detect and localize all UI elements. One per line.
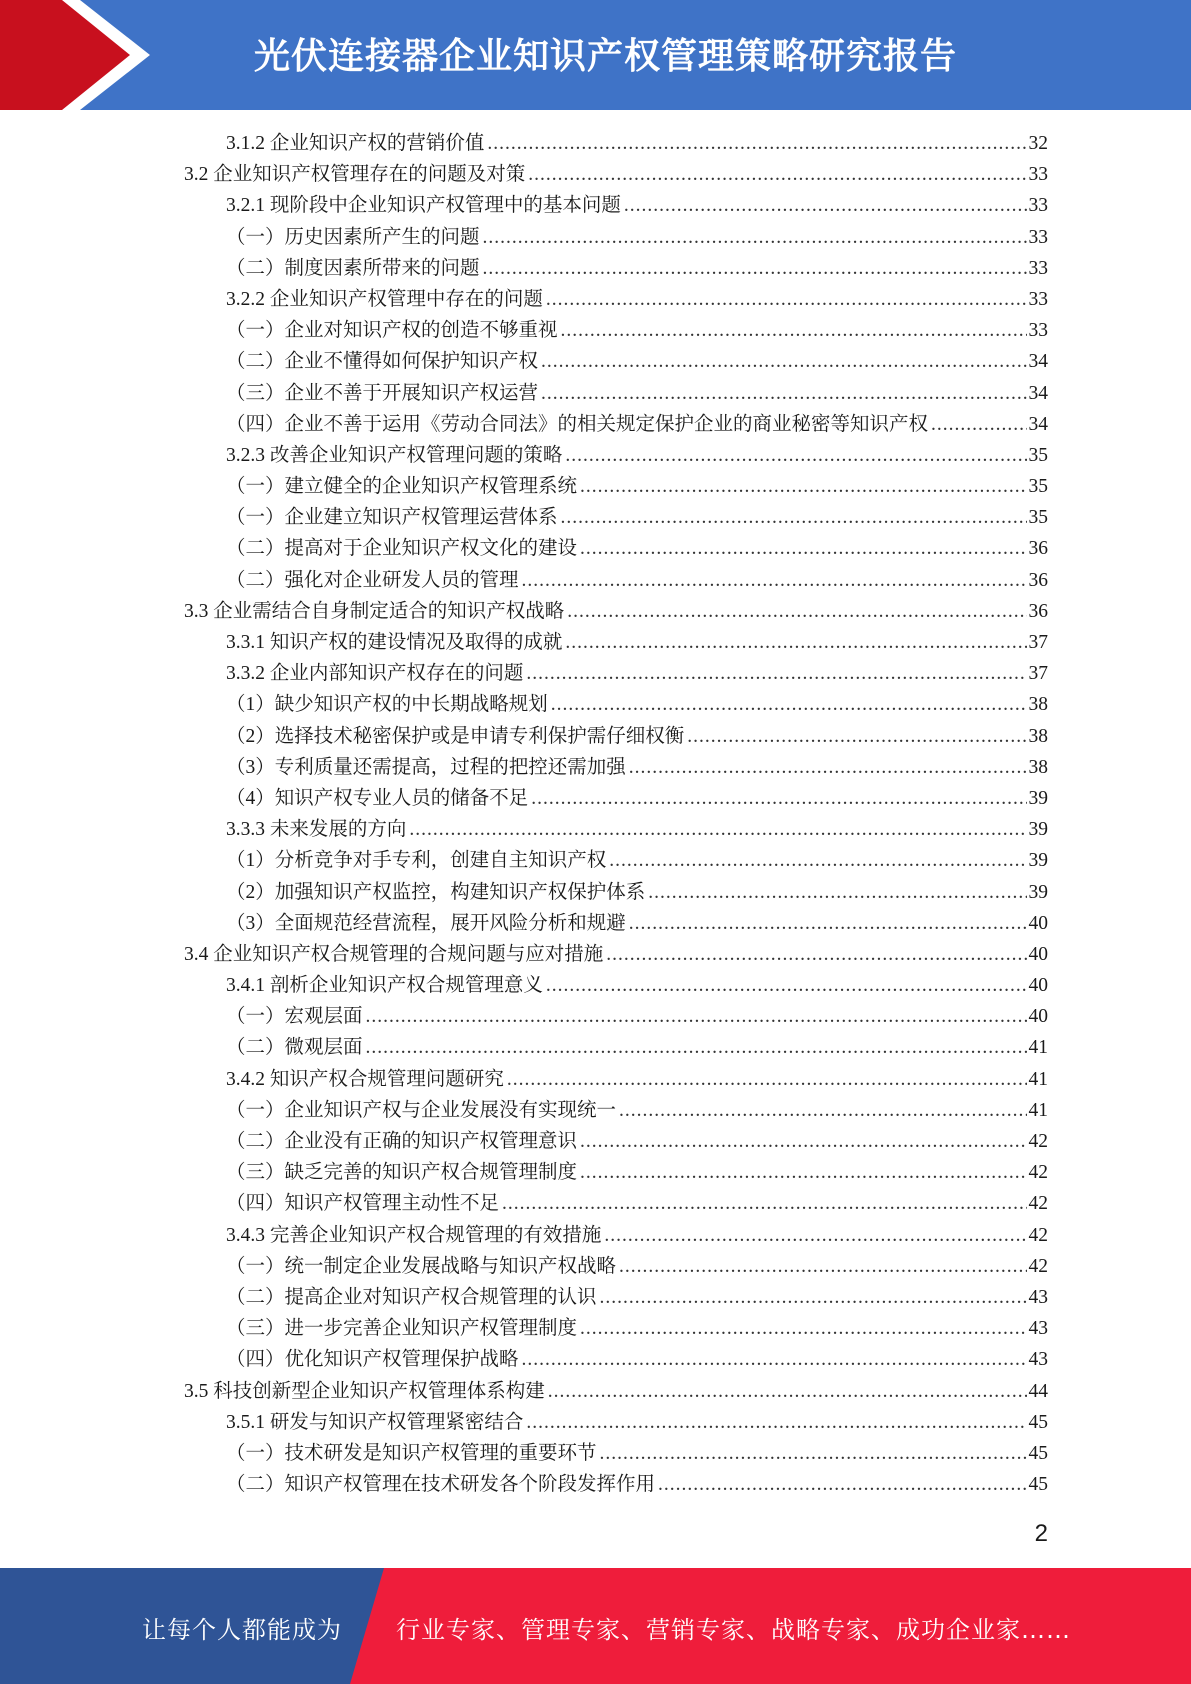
toc-dot-leader	[483, 222, 1027, 253]
toc-entry-page: 42	[1028, 1131, 1048, 1152]
toc-entry-page: 44	[1028, 1380, 1048, 1402]
toc-entry[interactable]	[0, 440, 1191, 471]
toc-entry-title: （三）缺乏完善的知识产权合规管理制度	[226, 1162, 578, 1184]
toc-dot-leader	[561, 315, 1027, 346]
toc-entry-page: 45	[1028, 1411, 1048, 1433]
table-of-contents	[0, 128, 1191, 1500]
toc-entry-page: 40	[1028, 943, 1048, 965]
toc-entry-page: 41	[1028, 1037, 1048, 1059]
toc-entry-page: 42	[1028, 1255, 1048, 1277]
toc-entry[interactable]	[0, 752, 1191, 783]
toc-entry-title: 3.5 科技创新型企业知识产权管理体系构建	[184, 1380, 545, 1402]
toc-entry-title: （二）提高对于企业知识产权文化的建设	[226, 538, 578, 560]
toc-dot-leader	[526, 658, 1026, 689]
document-title: 光伏连接器企业知识产权管理策略研究报告	[253, 36, 957, 77]
toc-dot-leader	[624, 190, 1027, 221]
toc-entry-page: 33	[1028, 164, 1048, 186]
toc-entry-page: 35	[1028, 444, 1048, 466]
toc-dot-leader	[658, 1469, 1026, 1500]
toc-entry-title: （2）加强知识产权监控，构建知识产权保护体系	[226, 881, 646, 903]
toc-dot-leader	[483, 253, 1027, 284]
toc-entry-page: 36	[1028, 600, 1048, 622]
toc-entry[interactable]	[0, 845, 1191, 876]
toc-dot-leader	[522, 565, 1027, 596]
toc-entry-page: 35	[1028, 507, 1048, 529]
toc-entry-page: 38	[1028, 756, 1048, 778]
toc-entry[interactable]	[0, 1064, 1191, 1095]
toc-entry-title: 3.3.2 企业内部知识产权存在的问题	[226, 663, 524, 685]
toc-entry-title: （四）企业不善于运用《劳动合同法》的相关规定保护企业的商业秘密等知识产权	[226, 413, 929, 435]
toc-dot-leader	[522, 1344, 1027, 1375]
toc-entry-title: （二）提高企业对知识产权合规管理的认识	[226, 1286, 597, 1308]
toc-dot-leader	[609, 845, 1026, 876]
toc-entry-page: 33	[1028, 226, 1048, 248]
toc-dot-leader	[548, 1376, 1027, 1407]
toc-dot-leader	[580, 471, 1026, 502]
toc-entry[interactable]	[0, 409, 1191, 440]
toc-entry-page: 36	[1028, 569, 1048, 591]
toc-dot-leader	[366, 1032, 1027, 1063]
toc-dot-leader	[561, 502, 1027, 533]
toc-entry-title: （3）全面规范经营流程，展开风险分析和规避	[226, 912, 626, 934]
toc-entry-title: 3.3 企业需结合自身制定适合的知识产权战略	[184, 600, 565, 622]
toc-entry[interactable]	[0, 346, 1191, 377]
toc-dot-leader	[600, 1438, 1027, 1469]
toc-entry[interactable]	[0, 1438, 1191, 1469]
toc-entry-title: （二）企业没有正确的知识产权管理意识	[226, 1131, 578, 1152]
toc-entry[interactable]	[0, 1313, 1191, 1344]
toc-dot-leader	[580, 1126, 1026, 1157]
toc-entry[interactable]	[0, 502, 1191, 533]
toc-entry-title: （一）企业建立知识产权管理运营体系	[226, 507, 558, 529]
toc-entry-title: （一）企业对知识产权的创造不够重视	[226, 320, 558, 342]
toc-entry[interactable]	[0, 1095, 1191, 1126]
toc-entry-title: （四）优化知识产权管理保护战略	[226, 1349, 519, 1371]
toc-entry[interactable]	[0, 689, 1191, 720]
toc-dot-leader	[580, 533, 1026, 564]
page-footer	[0, 1568, 1191, 1684]
toc-entry[interactable]	[0, 378, 1191, 409]
toc-entry-page: 37	[1028, 663, 1048, 685]
toc-entry-title: （二）强化对企业研发人员的管理	[226, 569, 519, 591]
toc-dot-leader	[541, 378, 1026, 409]
toc-entry[interactable]	[0, 565, 1191, 596]
toc-dot-leader	[629, 908, 1027, 939]
toc-entry-title: （3）专利质量还需提高，过程的把控还需加强	[226, 756, 626, 778]
toc-entry-page: 33	[1028, 288, 1048, 310]
toc-entry-page: 34	[1028, 413, 1048, 435]
toc-entry-title: 3.3.1 知识产权的建设情况及取得的成就	[226, 632, 563, 653]
toc-dot-leader	[528, 159, 1026, 190]
toc-dot-leader	[567, 596, 1026, 627]
toc-entry-page: 34	[1028, 351, 1048, 373]
toc-entry-title: 3.3.3 未来发展的方向	[226, 819, 407, 841]
toc-entry-title: 3.5.1 研发与知识产权管理紧密结合	[226, 1411, 524, 1433]
toc-dot-leader	[580, 1313, 1026, 1344]
toc-dot-leader	[604, 1220, 1026, 1251]
toc-dot-leader	[687, 721, 1026, 752]
toc-entry[interactable]	[0, 970, 1191, 1001]
toc-entry[interactable]	[0, 222, 1191, 253]
toc-dot-leader	[409, 814, 1026, 845]
toc-entry-title: （三）企业不善于开展知识产权运营	[226, 382, 539, 404]
toc-entry-page: 40	[1028, 1006, 1048, 1028]
toc-entry-page: 40	[1028, 912, 1048, 934]
toc-entry[interactable]	[0, 814, 1191, 845]
toc-entry[interactable]	[0, 1251, 1191, 1282]
toc-entry-page: 38	[1028, 725, 1048, 747]
toc-dot-leader	[931, 409, 1026, 440]
toc-entry-page: 43	[1028, 1349, 1048, 1371]
toc-entry-title: （1）缺少知识产权的中长期战略规划	[226, 694, 548, 716]
toc-entry[interactable]	[0, 1188, 1191, 1219]
toc-entry[interactable]	[0, 1344, 1191, 1375]
toc-entry-page: 39	[1028, 819, 1048, 841]
toc-entry[interactable]	[0, 159, 1191, 190]
toc-entry-title: （一）企业知识产权与企业发展没有实现统一	[226, 1099, 617, 1121]
toc-dot-leader	[487, 128, 1026, 159]
toc-entry[interactable]	[0, 658, 1191, 689]
toc-entry-title: （2）选择技术秘密保护或是申请专利保护需仔细权衡	[226, 725, 685, 747]
toc-entry-page: 42	[1028, 1224, 1048, 1246]
toc-entry-title: （二）制度因素所带来的问题	[226, 257, 480, 279]
toc-entry-page: 42	[1028, 1162, 1048, 1184]
toc-entry-title: 3.2.1 现阶段中企业知识产权管理中的基本问题	[226, 195, 621, 217]
toc-dot-leader	[546, 284, 1027, 315]
toc-entry[interactable]	[0, 471, 1191, 502]
toc-entry-page: 35	[1028, 476, 1048, 498]
toc-dot-leader	[619, 1251, 1026, 1282]
toc-entry-page: 39	[1028, 850, 1048, 872]
toc-entry-page: 43	[1028, 1318, 1048, 1340]
toc-dot-leader	[546, 970, 1027, 1001]
toc-entry-title: （4）知识产权专业人员的储备不足	[226, 787, 529, 809]
toc-dot-leader	[502, 1188, 1026, 1219]
toc-entry[interactable]	[0, 253, 1191, 284]
toc-entry-title: （二）企业不懂得如何保护知识产权	[226, 351, 539, 373]
toc-dot-leader	[531, 783, 1026, 814]
toc-dot-leader	[606, 939, 1026, 970]
toc-entry-title: 3.4 企业知识产权合规管理的合规问题与应对措施	[184, 943, 604, 965]
page-header	[0, 0, 1191, 110]
toc-entry-page: 32	[1028, 133, 1048, 154]
toc-dot-leader	[629, 752, 1027, 783]
toc-entry[interactable]	[0, 1220, 1191, 1251]
toc-entry[interactable]	[0, 284, 1191, 315]
toc-entry[interactable]	[0, 1001, 1191, 1032]
toc-entry[interactable]	[0, 721, 1191, 752]
toc-entry-page: 36	[1028, 538, 1048, 560]
toc-entry[interactable]	[0, 190, 1191, 221]
toc-dot-leader	[565, 627, 1026, 658]
toc-entry[interactable]	[0, 128, 1191, 159]
toc-entry-title: （一）技术研发是知识产权管理的重要环节	[226, 1442, 597, 1464]
toc-entry-title: （二）知识产权管理在技术研发各个阶段发挥作用	[226, 1474, 656, 1496]
toc-entry-title: 3.2.3 改善企业知识产权管理问题的策略	[226, 444, 563, 466]
toc-entry-page: 33	[1028, 257, 1048, 279]
toc-dot-leader	[619, 1095, 1026, 1126]
toc-entry-title: 3.1.2 企业知识产权的营销价值	[226, 133, 485, 154]
toc-entry[interactable]	[0, 1469, 1191, 1500]
toc-dot-leader	[526, 1407, 1026, 1438]
toc-entry-title: 3.2.2 企业知识产权管理中存在的问题	[226, 288, 543, 310]
toc-entry[interactable]	[0, 315, 1191, 346]
footer-slogan-right: 行业专家、管理专家、营销专家、战略专家、成功企业家……	[396, 1616, 1071, 1644]
page-number: 2	[1034, 1520, 1048, 1547]
toc-entry[interactable]	[0, 1407, 1191, 1438]
toc-entry-title: 3.4.2 知识产权合规管理问题研究	[226, 1068, 504, 1090]
toc-entry-page: 43	[1028, 1286, 1048, 1308]
toc-entry[interactable]	[0, 1282, 1191, 1313]
toc-dot-leader	[507, 1064, 1027, 1095]
toc-dot-leader	[580, 1157, 1026, 1188]
toc-entry[interactable]	[0, 1126, 1191, 1157]
toc-dot-leader	[551, 689, 1027, 720]
toc-entry-title: 3.4.1 剖析企业知识产权合规管理意义	[226, 975, 543, 997]
toc-entry[interactable]	[0, 533, 1191, 564]
toc-entry-page: 38	[1028, 694, 1048, 716]
toc-entry[interactable]	[0, 1376, 1191, 1407]
toc-dot-leader	[600, 1282, 1027, 1313]
toc-entry-page: 33	[1028, 195, 1048, 217]
toc-entry[interactable]	[0, 1157, 1191, 1188]
toc-entry-page: 34	[1028, 382, 1048, 404]
toc-dot-leader	[541, 346, 1026, 377]
toc-entry-title: （一）统一制定企业发展战略与知识产权战略	[226, 1255, 617, 1277]
toc-entry[interactable]	[0, 939, 1191, 970]
toc-dot-leader	[565, 440, 1026, 471]
toc-entry-page: 40	[1028, 975, 1048, 997]
toc-entry[interactable]	[0, 877, 1191, 908]
toc-entry-page: 39	[1028, 881, 1048, 903]
toc-entry[interactable]	[0, 908, 1191, 939]
toc-dot-leader	[366, 1001, 1027, 1032]
toc-entry-title: （一）历史因素所产生的问题	[226, 226, 480, 248]
toc-entry[interactable]	[0, 596, 1191, 627]
toc-entry-page: 41	[1028, 1068, 1048, 1090]
toc-entry-page: 33	[1028, 320, 1048, 342]
toc-entry-page: 37	[1028, 632, 1048, 653]
toc-entry-page: 41	[1028, 1099, 1048, 1121]
toc-entry-page: 39	[1028, 787, 1048, 809]
toc-entry-title: （一）宏观层面	[226, 1006, 363, 1028]
footer-slogan-left: 让每个人都能成为	[142, 1616, 342, 1644]
toc-entry-page: 45	[1028, 1442, 1048, 1464]
toc-entry[interactable]	[0, 1032, 1191, 1063]
toc-entry-title: （二）微观层面	[226, 1037, 363, 1059]
toc-entry-title: （四）知识产权管理主动性不足	[226, 1193, 500, 1215]
toc-dot-leader	[648, 877, 1026, 908]
toc-entry[interactable]	[0, 783, 1191, 814]
toc-entry-title: 3.4.3 完善企业知识产权合规管理的有效措施	[226, 1224, 602, 1246]
toc-entry-title: （一）建立健全的企业知识产权管理系统	[226, 476, 578, 498]
toc-entry-title: 3.2 企业知识产权管理存在的问题及对策	[184, 164, 526, 186]
toc-entry-page: 42	[1028, 1193, 1048, 1215]
toc-entry-page: 45	[1028, 1474, 1048, 1496]
toc-entry[interactable]	[0, 627, 1191, 658]
toc-entry-title: （1）分析竞争对手专利，创建自主知识产权	[226, 850, 607, 872]
toc-entry-title: （三）进一步完善企业知识产权管理制度	[226, 1318, 578, 1340]
